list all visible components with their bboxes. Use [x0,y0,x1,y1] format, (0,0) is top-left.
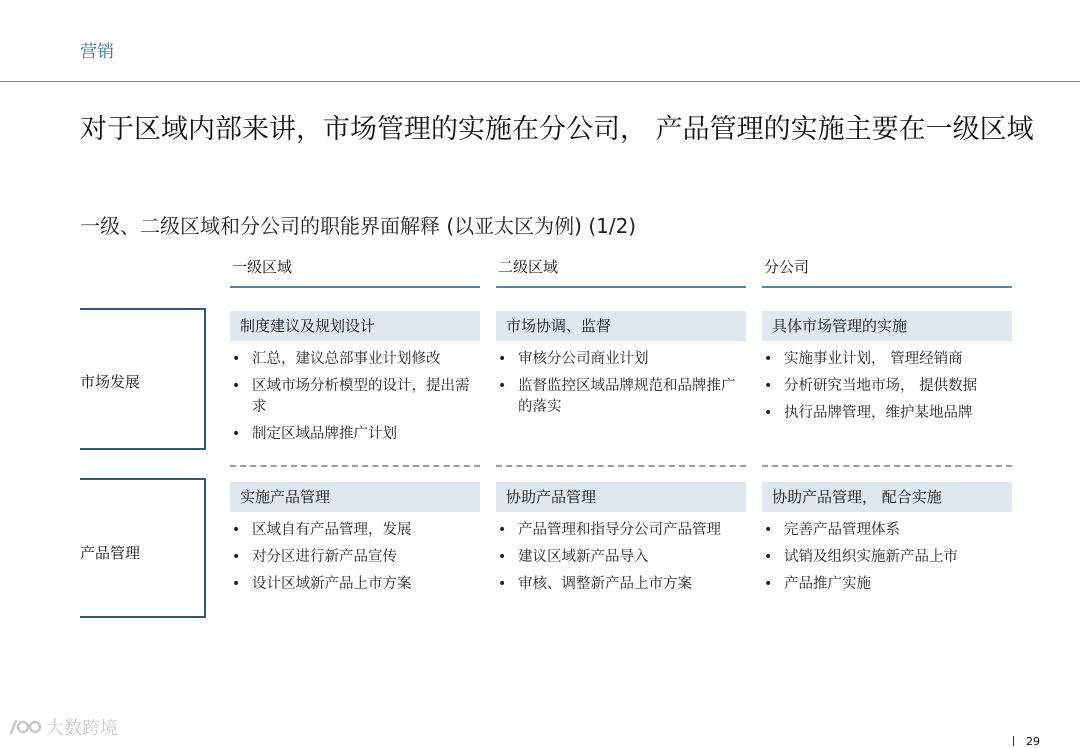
list-item: • 执行品牌管理，维护某地品牌 [764,405,973,421]
bullet-list [230,520,480,595]
page-subtitle: 一级、二级区域和分公司的职能界面解释 (以亚太区为例) (1/2) [80,214,637,238]
list-item: • 完善产品管理体系 [764,522,900,538]
watermark [8,714,118,740]
list-item: • 建议区域新产品导入 [498,549,649,565]
list-item: • 产品推广实施 [764,576,871,592]
list-item: • 分析研究当地市场， 提供数据 [764,378,978,394]
cell-heading: 市场协调、监督 [496,311,746,341]
list-item: • 审核分公司商业计划 [498,351,649,367]
cell-market-level1 [230,311,480,451]
cell-market-branch [762,311,1012,430]
list-item: • 制定区域品牌推广计划 [232,426,397,442]
column-rule [496,286,746,288]
list-item: • 监督监控区域品牌规范和品牌推广的落实 [498,378,736,415]
column-rule [230,286,480,288]
row-separator [230,465,480,467]
cell-heading: 具体市场管理的实施 [762,311,1012,341]
row-separator [496,465,746,467]
list-item: • 实施事业计划， 管理经销商 [764,351,963,367]
cell-heading: 实施产品管理 [230,482,480,512]
row-label-product: 产品管理 [80,544,141,562]
watermark-logo-icon [8,717,42,737]
list-item: • 审核、调整新产品上市方案 [498,576,692,592]
cell-heading: 协助产品管理 [496,482,746,512]
column-header-level1: 一级区域 [232,258,293,276]
row-separator [762,465,1012,467]
list-item: • 试销及组织实施新产品上市 [764,549,958,565]
bullet-list [762,520,1012,595]
bullet-list [496,520,746,595]
page-title: 对于区域内部来讲，市场管理的实施在分公司， 产品管理的实施主要在一级区域 [80,114,1034,145]
column-header-level2: 二级区域 [498,258,559,276]
list-item: • 对分区进行新产品宣传 [232,549,397,565]
list-item: • 汇总，建议总部事业计划修改 [232,351,441,367]
bullet-list [496,349,746,418]
section-label: 营销 [80,42,114,62]
column-header-branch: 分公司 [764,258,810,276]
bullet-list [230,349,480,445]
page-number-divider [1013,736,1014,746]
page-number: 29 [1026,735,1040,748]
row-label-market: 市场发展 [80,373,141,391]
column-rule [762,286,1012,288]
cell-product-branch [762,482,1012,601]
list-item: • 区域自有产品管理，发展 [232,522,412,538]
list-item: • 产品管理和指导分公司产品管理 [498,522,721,538]
header-divider [0,81,1080,82]
cell-product-level1 [230,482,480,601]
list-item: • 设计区域新产品上市方案 [232,576,412,592]
bullet-list [762,349,1012,424]
list-item: • 区域市场分析模型的设计，提出需求 [232,378,470,415]
cell-market-level2 [496,311,746,424]
cell-heading: 协助产品管理， 配合实施 [762,482,1012,512]
cell-heading: 制度建议及规划设计 [230,311,480,341]
watermark-text: 大数跨境 [46,718,118,739]
cell-product-level2 [496,482,746,601]
